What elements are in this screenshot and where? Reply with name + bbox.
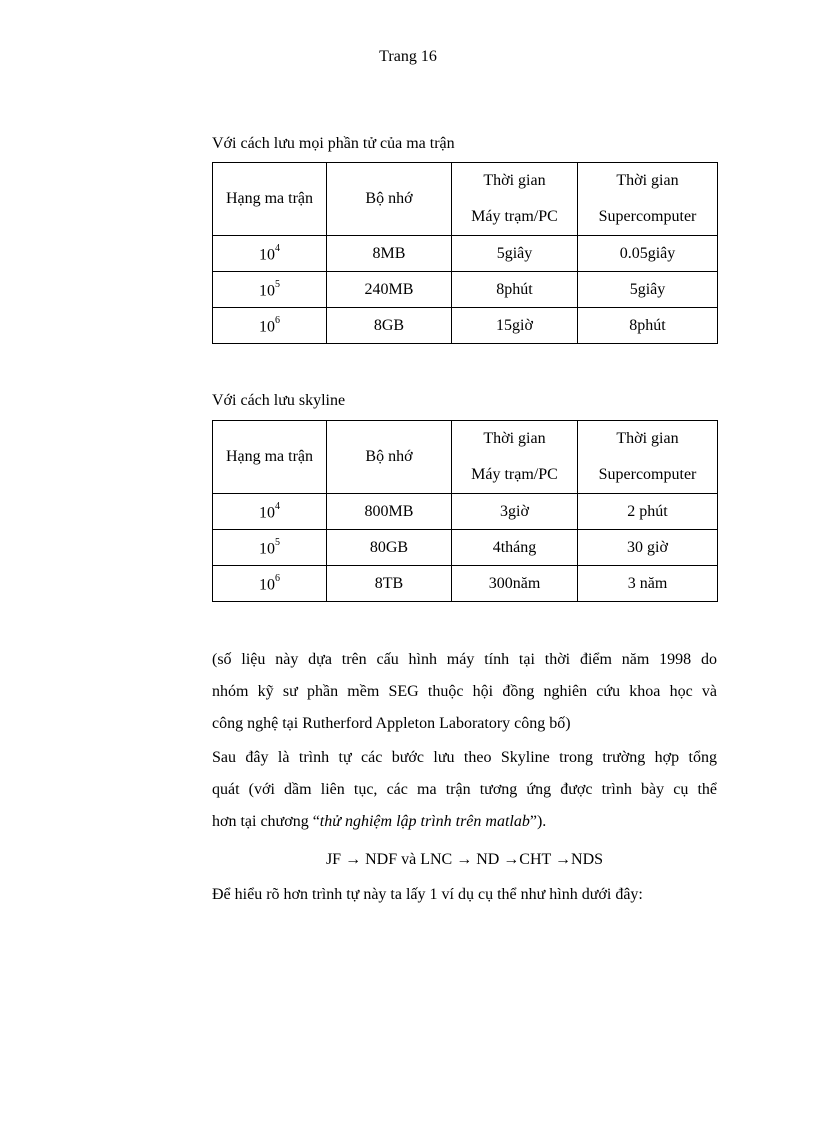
cell-memory: 240MB bbox=[327, 272, 452, 308]
procedure-line: quát (với dầm liên tục, các ma trận tương ứng được trình bày cụ thể bbox=[212, 781, 717, 798]
procedure-paragraph bbox=[212, 742, 717, 838]
header-memory: Bộ nhớ bbox=[327, 421, 452, 494]
header-sc-time-line2: Supercomputer bbox=[598, 466, 697, 483]
procedure-line: Sau đây là trình tự các bước lưu theo Skyline trong trường hợp tổng bbox=[212, 749, 717, 766]
cell-rank: $10^5$ bbox=[213, 272, 327, 308]
cell-rank: $10^6$ bbox=[213, 308, 327, 344]
cell-sc: 0.05giây bbox=[578, 236, 718, 272]
cell-rank: $10^6$ bbox=[213, 566, 327, 602]
cell-rank: $10^5$ bbox=[213, 530, 327, 566]
data-source-note bbox=[212, 644, 717, 740]
cell-sc: 3 năm bbox=[578, 566, 718, 602]
table2 bbox=[212, 420, 718, 602]
cell-pc: 5giây bbox=[452, 236, 578, 272]
flow-step: ND bbox=[476, 851, 500, 868]
header-pc-time bbox=[452, 421, 578, 494]
header-pc-time-line2: Máy trạm/PC bbox=[471, 466, 558, 483]
cell-sc: 30 giờ bbox=[578, 530, 718, 566]
cell-pc: 8phút bbox=[452, 272, 578, 308]
chapter-title: thử nghiệm lập trình trên matlab bbox=[319, 813, 530, 830]
cell-memory: 8MB bbox=[327, 236, 452, 272]
header-rank: Hạng ma trận bbox=[213, 163, 327, 236]
table2-header-row bbox=[213, 421, 718, 494]
cell-memory: 800MB bbox=[327, 494, 452, 530]
example-intro: Để hiểu rõ hơn trình tự này ta lấy 1 ví dụ cụ thể như hình dưới đây: bbox=[212, 886, 643, 903]
cell-memory: 80GB bbox=[327, 530, 452, 566]
arrow-right-icon: → bbox=[345, 851, 362, 868]
note-line: nhóm kỹ sư phần mềm SEG thuộc hội đồng nghiên cứu khoa học và bbox=[212, 683, 717, 700]
flow-step: NDF và LNC bbox=[365, 851, 453, 868]
cell-memory: 8TB bbox=[327, 566, 452, 602]
table-row bbox=[213, 530, 718, 566]
cell-sc: 8phút bbox=[578, 308, 718, 344]
table2-caption: Với cách lưu skyline bbox=[212, 392, 346, 409]
header-sc-time-line2: Supercomputer bbox=[598, 208, 697, 225]
cell-rank: $10^4$ bbox=[213, 236, 327, 272]
table-row bbox=[213, 494, 718, 530]
arrow-right-icon: → bbox=[456, 851, 473, 868]
flow-step: JF bbox=[325, 851, 342, 868]
cell-pc: 3giờ bbox=[452, 494, 578, 530]
header-rank: Hạng ma trận bbox=[213, 421, 327, 494]
page-number: Trang 16 bbox=[379, 48, 437, 65]
table1-caption: Với cách lưu mọi phần tử của ma trận bbox=[212, 135, 455, 152]
cell-rank: $10^4$ bbox=[213, 494, 327, 530]
header-sc-time bbox=[578, 421, 718, 494]
procedure-line: hơn tại chương “thử nghiệm lập trình trên matlab”). bbox=[212, 813, 547, 830]
cell-pc: 15giờ bbox=[452, 308, 578, 344]
header-pc-time-line1: Thời gian bbox=[483, 172, 546, 189]
flow-step: CHT bbox=[519, 851, 552, 868]
header-sc-time bbox=[578, 163, 718, 236]
table-row bbox=[213, 566, 718, 602]
table1-header-row bbox=[213, 163, 718, 236]
note-line: công nghệ tại Rutherford Appleton Laboratory công bố) bbox=[212, 715, 571, 732]
storage-flow bbox=[212, 844, 717, 876]
arrow-right-icon: → bbox=[555, 851, 572, 868]
header-pc-time-line2: Máy trạm/PC bbox=[471, 208, 558, 225]
header-memory: Bộ nhớ bbox=[327, 163, 452, 236]
header-sc-time-line1: Thời gian bbox=[616, 430, 679, 447]
table-row bbox=[213, 272, 718, 308]
cell-memory: 8GB bbox=[327, 308, 452, 344]
cell-pc: 4tháng bbox=[452, 530, 578, 566]
cell-sc: 5giây bbox=[578, 272, 718, 308]
table-row bbox=[213, 236, 718, 272]
note-line: (số liệu này dựa trên cấu hình máy tính tại thời điểm năm 1998 do bbox=[212, 651, 717, 668]
cell-pc: 300năm bbox=[452, 566, 578, 602]
cell-sc: 2 phút bbox=[578, 494, 718, 530]
flow-step: NDS bbox=[571, 851, 604, 868]
header-sc-time-line1: Thời gian bbox=[616, 172, 679, 189]
table-row bbox=[213, 308, 718, 344]
table1 bbox=[212, 162, 718, 344]
header-pc-time-line1: Thời gian bbox=[483, 430, 546, 447]
arrow-right-icon: → bbox=[503, 851, 520, 868]
header-pc-time bbox=[452, 163, 578, 236]
